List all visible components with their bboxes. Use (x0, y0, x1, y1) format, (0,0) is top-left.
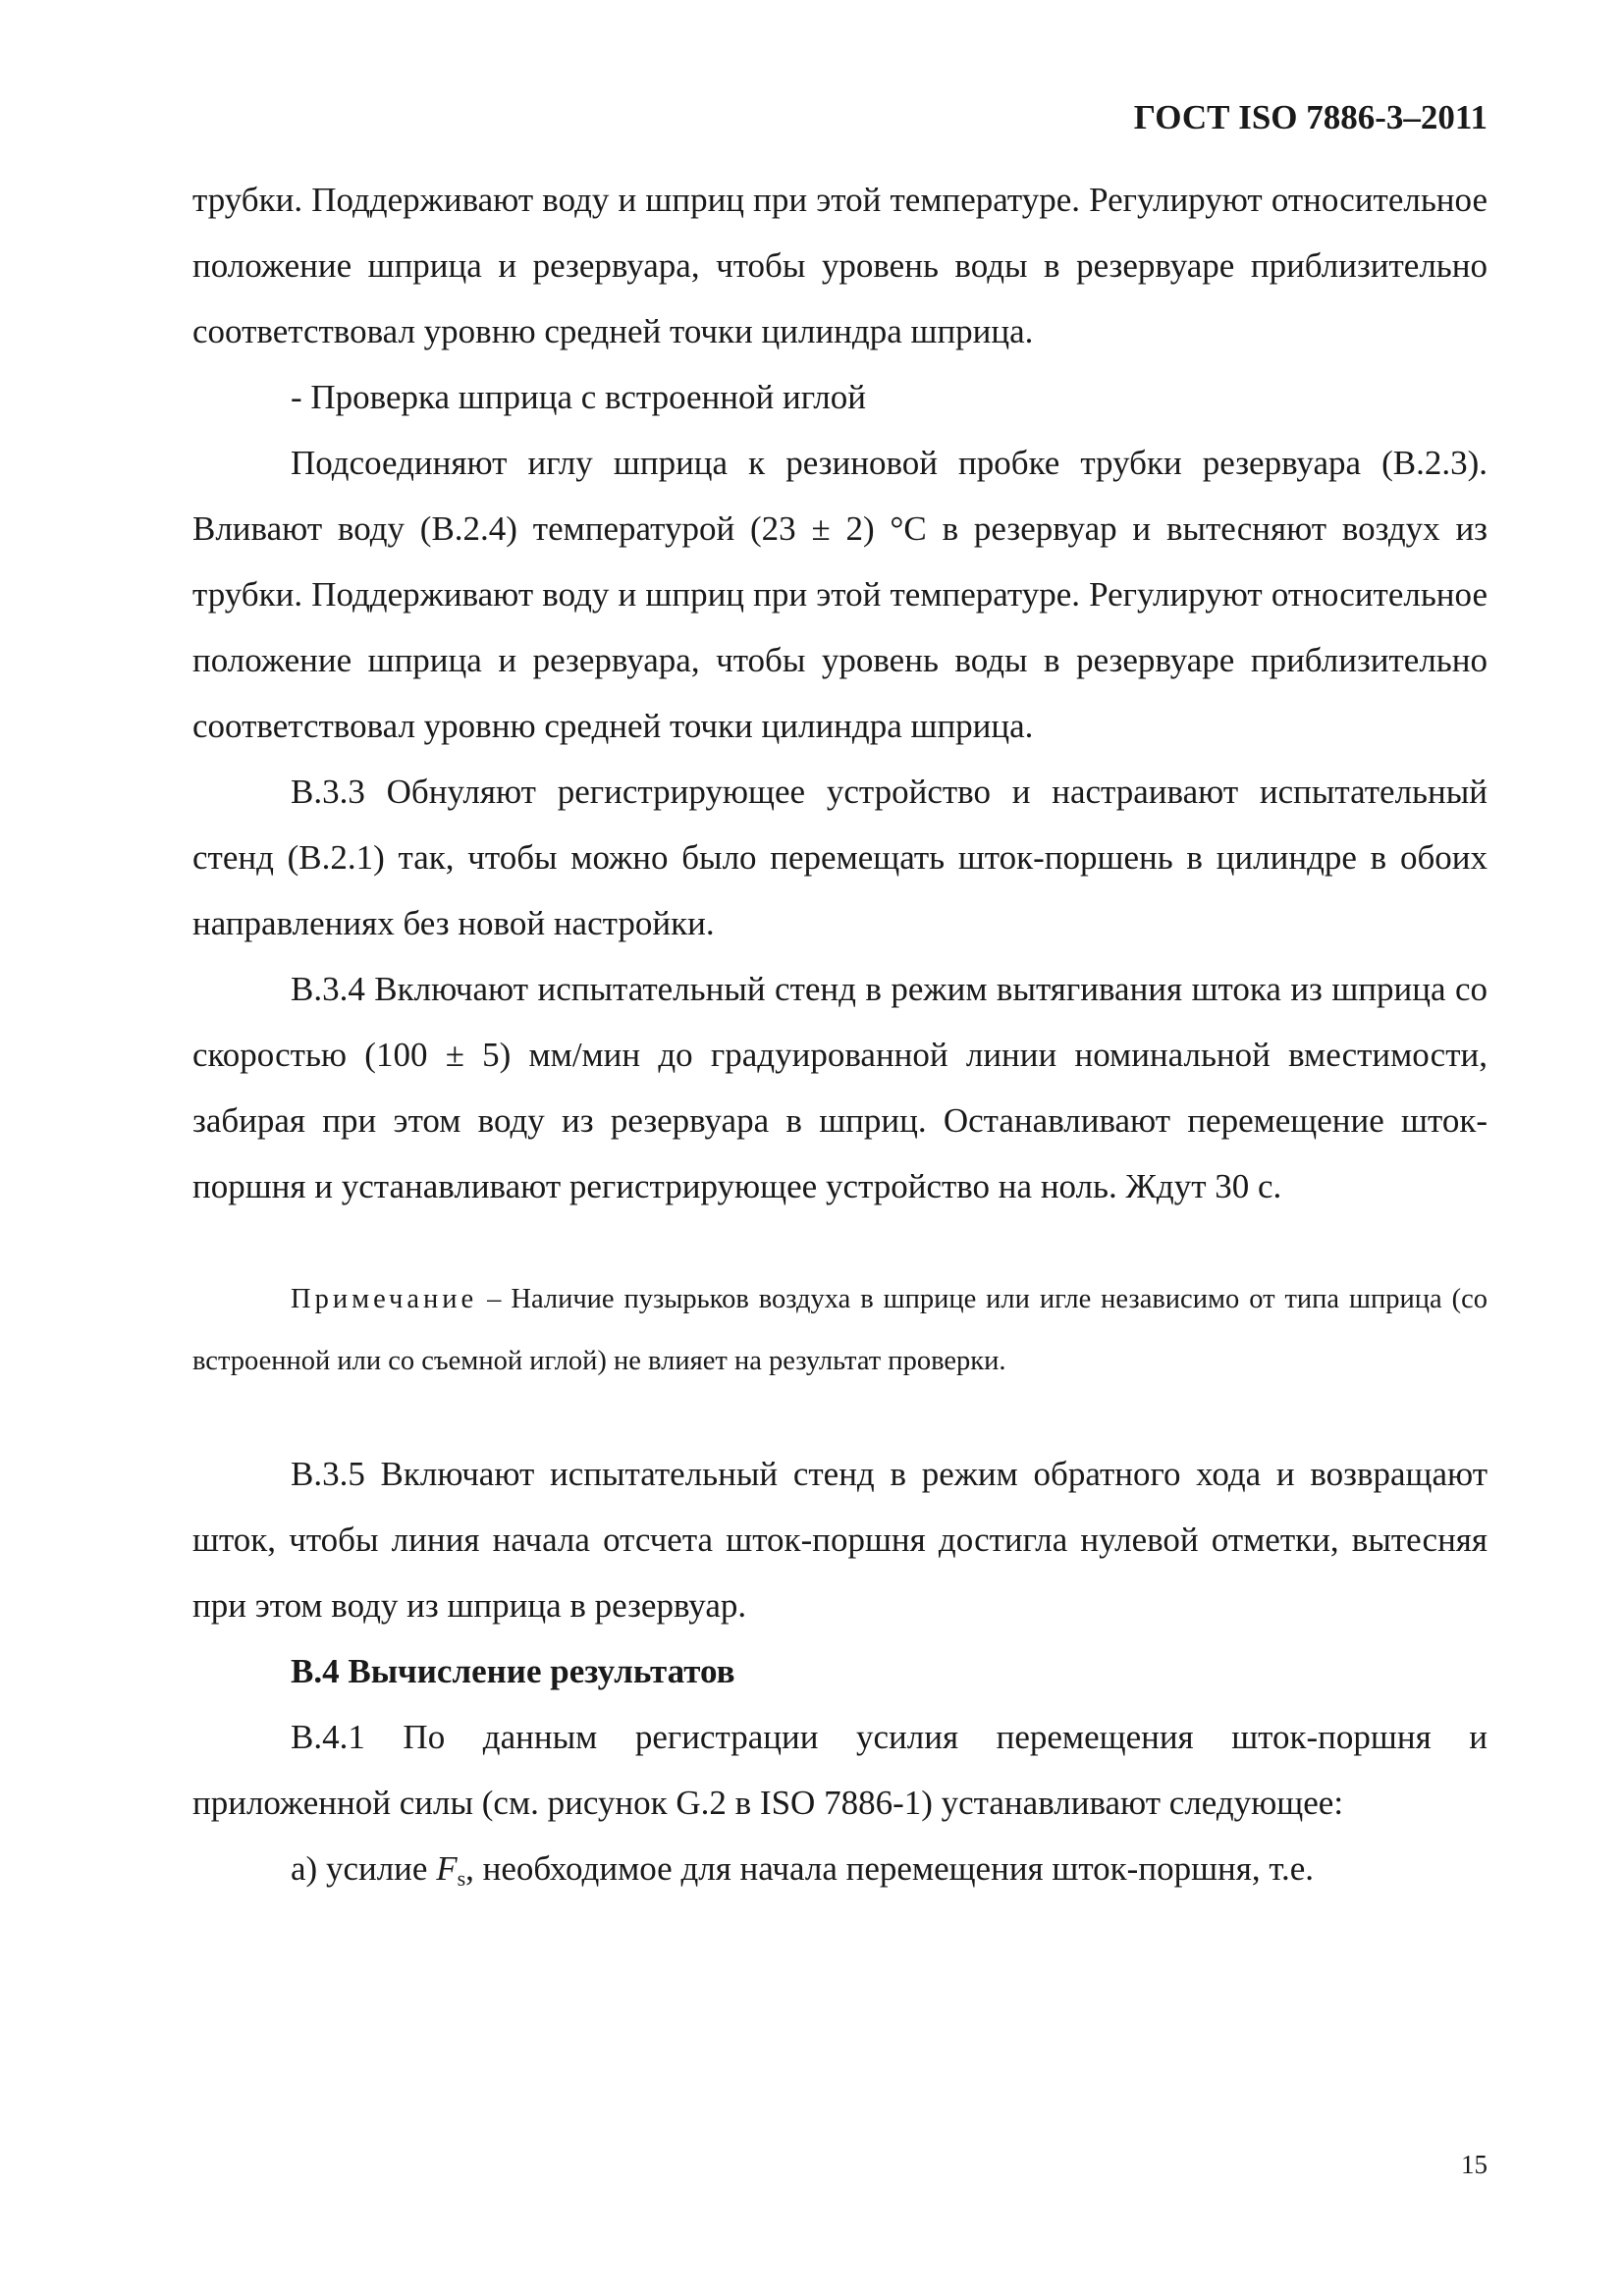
note-block (192, 1268, 1488, 1392)
paragraph-item-a (192, 1836, 1488, 1911)
paragraph-b-3-3: В.3.3 Обнуляют регистрирующее устройство и настраивают испытательный стенд (В.2.1) так, чтобы можно было перемещать шток-поршень в цилиндре в обоих направлениях без новой настройки. (192, 773, 1488, 942)
paragraph-b-3-4: В.3.4 Включают испытательный стенд в режим вытягивания штока из шприца со скоростью (100 ± 5) мм/мин до градуированной линии номинальной вместимости, забирая при этом воду из резервуара в шприц. Останавливают перемещение шток-поршня и устанавливают регистрирующее устройство на ноль. Ждут 30 с. (192, 970, 1488, 1205)
document-code-header: ГОСТ ISO 7886-3–2011 (1133, 98, 1488, 136)
note-label: Примечание (291, 1284, 478, 1314)
paragraph-continuation: трубки. Поддерживают воду и шприц при этой температуре. Регулируют относительное положение шприца и резервуара, чтобы уровень воды в резервуаре приблизительно соответствовал уровню средней точки цилиндра шприца. (192, 181, 1488, 350)
item-a-end: , необходимое для начала перемещения шток-поршня, т.е. (465, 1849, 1315, 1888)
note-text: – Наличие пузырьков воздуха в шприце или игле независимо от типа шприца (со встроенной или со съемной иглой) не влияет на результат проверки. (192, 1284, 1488, 1376)
paragraph-b-4-1: В.4.1 По данным регистрации усилия перемещения шток-поршня и приложенной силы (см. рисунок G.2 в ISO 7886-1) устанавливают следующее: (192, 1718, 1488, 1822)
page-body (192, 167, 1488, 1911)
page-number: 15 (1461, 2150, 1488, 2179)
paragraph-b-3-5: В.3.5 Включают испытательный стенд в режим обратного хода и возвращают шток, чтобы линия начала отсчета шток-поршня достигла нулевой отметки, вытесняя при этом воду из шприца в резервуар. (192, 1455, 1488, 1625)
force-subscript: s (457, 1866, 466, 1891)
section-heading-b-4: В.4 Вычисление результатов (291, 1652, 735, 1690)
item-a-start: а) усилие (291, 1849, 437, 1888)
paragraph-builtin-needle-procedure: Подсоединяют иглу шприца к резиновой пробке трубки резервуара (В.2.3). Вливают воду (В.2.4) температурой (23 ± 2) °С в резервуар и вытесняют воздух из трубки. Поддерживают воду и шприц при этой температуре. Регулируют относительное положение шприца и резервуара, чтобы уровень воды в резервуаре приблизительно соответствовал уровню средней точки цилиндра шприца. (192, 444, 1488, 745)
paragraph-subheading-builtin-needle: - Проверка шприца с встроенной иглой (291, 378, 866, 416)
force-variable: F (436, 1849, 458, 1888)
